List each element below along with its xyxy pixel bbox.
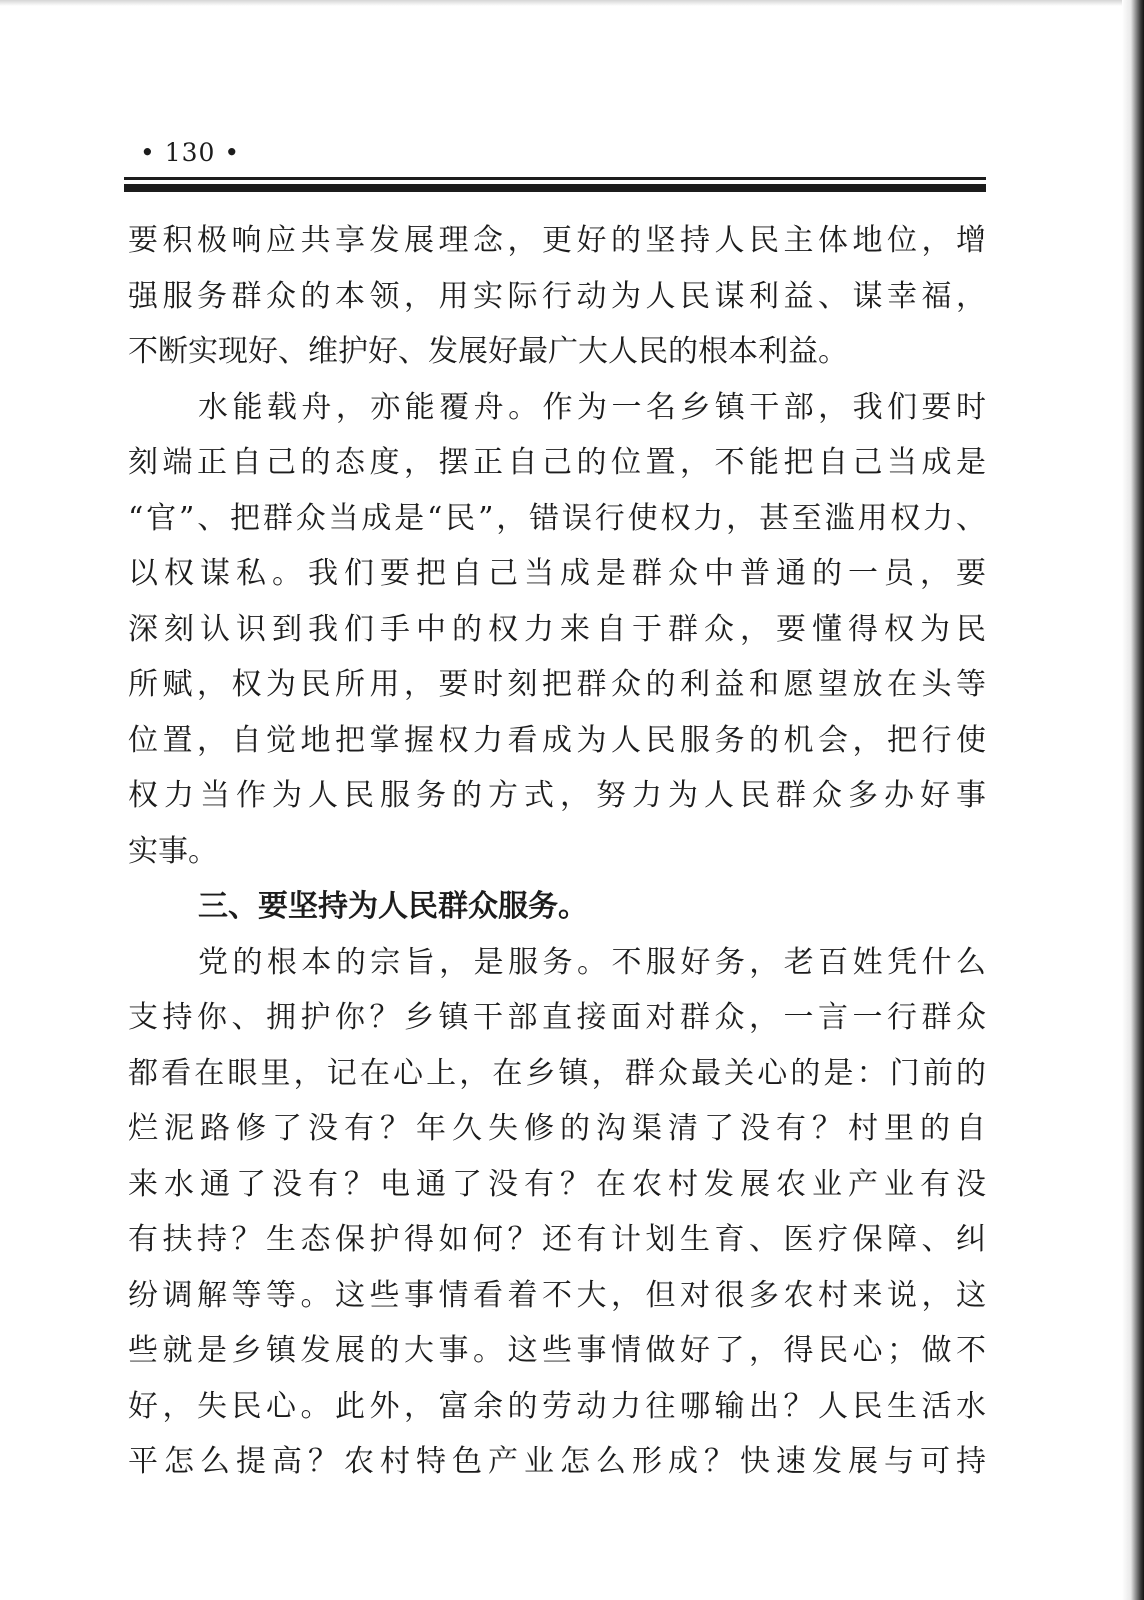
text-line: 水能载舟，亦能覆舟。作为一名乡镇干部，我们要时 — [198, 389, 986, 425]
text-line: 都看在眼里，记在心上，在乡镇，群众最关心的是：门前的 — [128, 1055, 986, 1091]
paragraph-power — [128, 380, 986, 880]
paragraph-service — [128, 935, 986, 1490]
text-line: 些就是乡镇发展的大事。这些事情做好了，得民心；做不 — [128, 1333, 986, 1368]
page-number: • 130 • — [140, 138, 241, 167]
text-line: 以权谋私。我们要把自己当成是群众中普通的一员，要 — [128, 556, 986, 591]
text-line: 党的根本的宗旨，是服务。不服好务，老百姓凭什么 — [198, 944, 986, 980]
scan-edge-top — [0, 0, 1144, 6]
text-line: 实事。 — [128, 833, 218, 869]
text-line: 权力当作为人民服务的方式，努力为人民群众多办好事 — [128, 778, 986, 813]
text-line: “官”、把群众当成是“民”，错误行使权力，甚至滥用权力、 — [128, 500, 986, 536]
section-heading-text: 三、要坚持为人民群众服务。 — [198, 889, 588, 924]
text-line: 纷调解等等。这些事情看着不大，但对很多农村来说，这 — [128, 1277, 986, 1313]
header-rule-thick — [124, 184, 986, 192]
text-line: 好，失民心。此外，富余的劳动力往哪输出？人民生活水 — [128, 1388, 986, 1424]
text-line: 烂泥路修了没有？年久失修的沟渠清了没有？村里的自 — [128, 1111, 986, 1146]
scan-edge-right — [1122, 0, 1144, 1600]
section-heading — [128, 879, 986, 935]
body-text — [128, 213, 986, 1490]
text-line: 来水通了没有？电通了没有？在农村发展农业产业有没 — [128, 1166, 986, 1202]
text-line: 平怎么提高？农村特色产业怎么形成？快速发展与可持 — [128, 1444, 986, 1479]
text-line: 深刻认识到我们手中的权力来自于群众，要懂得权为民 — [128, 611, 986, 647]
text-line: 有扶持？生态保护得如何？还有计划生育、医疗保障、纠 — [128, 1222, 986, 1257]
text-line: 刻端正自己的态度，摆正自己的位置，不能把自己当成是 — [128, 445, 986, 480]
paragraph-continuation — [128, 213, 986, 380]
text-line: 要积极响应共享发展理念，更好的坚持人民主体地位，增 — [128, 223, 986, 258]
text-line: 强服务群众的本领，用实际行动为人民谋利益、谋幸福， — [128, 278, 986, 314]
header-rule-thin — [124, 177, 986, 180]
text-line: 位置，自觉地把掌握权力看成为人民服务的机会，把行使 — [128, 722, 986, 758]
text-line: 支持你、拥护你？乡镇干部直接面对群众，一言一行群众 — [128, 1000, 986, 1035]
text-line: 所赋，权为民所用，要时刻把群众的利益和愿望放在头等 — [128, 667, 986, 702]
text-line: 不断实现好、维护好、发展好最广大人民的根本利益。 — [128, 334, 848, 369]
